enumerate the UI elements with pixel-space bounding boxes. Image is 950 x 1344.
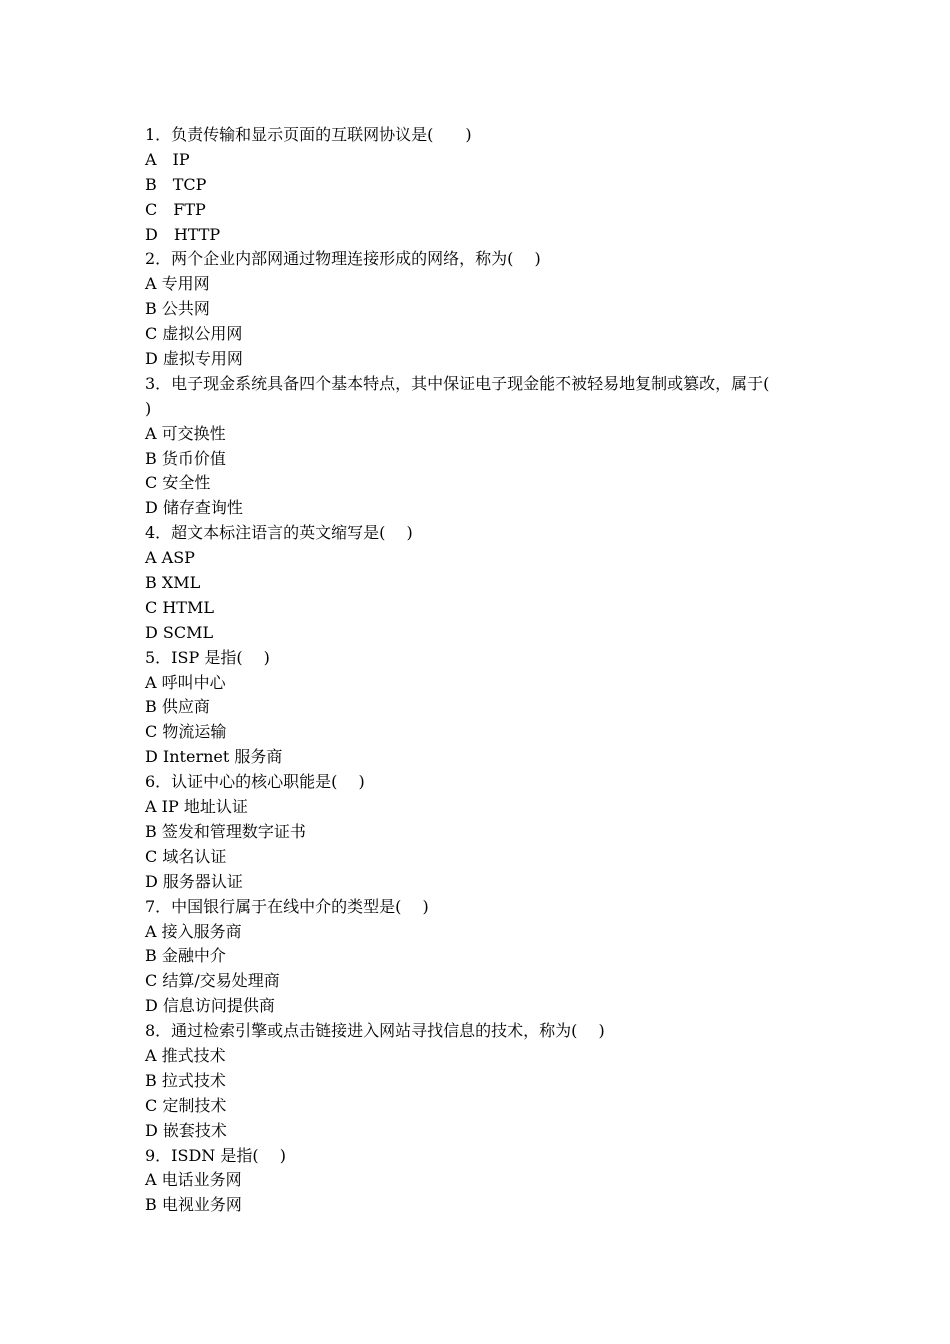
question-8: [145, 1019, 815, 1143]
option-b: B 供应商: [145, 697, 210, 717]
question-5: [145, 646, 815, 770]
question-stem: 8．通过检索引擎或点击链接进入网站寻找信息的技术，称为( ): [145, 1021, 605, 1041]
question-stem: 4．超文本标注语言的英文缩写是( ): [145, 523, 413, 543]
option-c: C 虚拟公用网: [145, 324, 243, 344]
question-1: [145, 123, 815, 247]
option-b: B 金融中介: [145, 946, 226, 966]
option-b: B TCP: [145, 174, 207, 194]
option-a: A 接入服务商: [145, 921, 242, 941]
option-d: D 服务器认证: [145, 871, 243, 891]
option-d: D 虚拟专用网: [145, 349, 243, 369]
question-3: [145, 372, 815, 521]
option-d: D 储存查询性: [145, 498, 243, 518]
option-b: B XML: [145, 573, 201, 593]
option-c: C FTP: [145, 199, 206, 219]
option-a: A IP 地址认证: [145, 797, 248, 817]
question-stem: 2．两个企业内部网通过物理连接形成的网络，称为( ): [145, 249, 541, 269]
option-a: A IP: [145, 149, 190, 169]
question-7: [145, 895, 815, 1019]
option-d: D Internet 服务商: [145, 747, 283, 767]
question-2: [145, 247, 815, 371]
option-c: C 定制技术: [145, 1095, 227, 1115]
option-b: B 签发和管理数字证书: [145, 821, 306, 841]
option-b: B 货币价值: [145, 448, 226, 468]
option-a: A 呼叫中心: [145, 672, 226, 692]
option-a: A ASP: [145, 548, 195, 568]
question-stem: 1．负责传输和显示页面的互联网协议是( ): [145, 125, 472, 144]
option-a: A 可交换性: [145, 423, 226, 443]
option-c: C HTML: [145, 597, 214, 617]
option-d: D 信息访问提供商: [145, 996, 275, 1016]
question-9: [145, 1144, 815, 1219]
option-b: B 电视业务网: [145, 1195, 242, 1215]
document-body: [145, 123, 815, 1218]
question-stem: 5．ISP 是指( ): [145, 647, 270, 667]
option-d: D SCML: [145, 622, 214, 642]
option-b: B 拉式技术: [145, 1070, 226, 1090]
question-6: [145, 770, 815, 894]
question-stem: 7．中国银行属于在线中介的类型是( ): [145, 896, 429, 916]
option-c: C 安全性: [145, 473, 211, 493]
option-d: D HTTP: [145, 224, 221, 244]
option-c: C 结算/交易处理商: [145, 971, 280, 991]
option-a: A 电话业务网: [145, 1170, 242, 1190]
option-c: C 物流运输: [145, 722, 227, 742]
question-stem: 9．ISDN 是指( ): [145, 1145, 286, 1165]
option-a: A 专用网: [145, 274, 210, 294]
question-stem: 6．认证中心的核心职能是( ): [145, 772, 365, 792]
question-4: [145, 521, 815, 645]
question-stem: 3．电子现金系统具备四个基本特点，其中保证电子现金能不被轻易地复制或篡改，属于(: [145, 373, 770, 393]
option-b: B 公共网: [145, 299, 210, 319]
option-a: A 推式技术: [145, 1045, 226, 1065]
option-d: D 嵌套技术: [145, 1120, 227, 1140]
question-stem-continuation: ): [145, 398, 152, 418]
option-c: C 域名认证: [145, 846, 227, 866]
